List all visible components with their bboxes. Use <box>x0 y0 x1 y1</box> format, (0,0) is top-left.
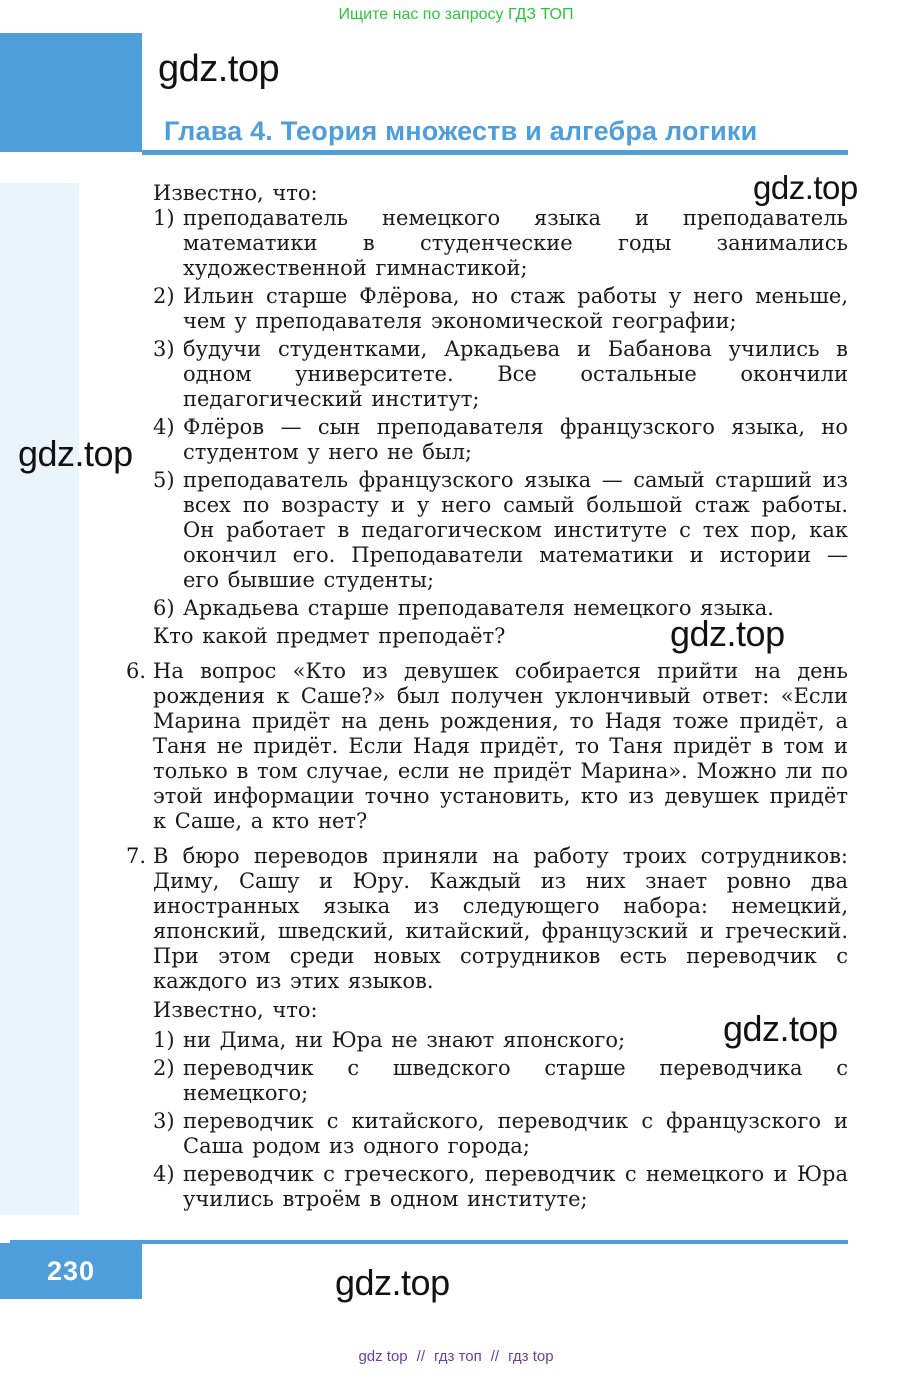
watermark-right-1: gdz.top <box>753 169 858 206</box>
watermark-middle: gdz.top <box>670 613 785 654</box>
known-intro: Известно, что: <box>153 181 318 205</box>
list-item-number: 6) <box>153 596 175 620</box>
problem-number: 7. <box>126 844 147 868</box>
list-item <box>153 1162 848 1212</box>
page-number-box <box>0 1243 142 1299</box>
problem-body <box>153 659 848 834</box>
list-item-text: будучи студентками, Аркадьева и Бабанова учились в одном университете. Все остальные окончили педагогический институт; <box>183 337 848 411</box>
list-item <box>153 284 848 334</box>
list-item-text: ни Дима, ни Юра не знают японского; <box>183 1028 626 1052</box>
page-content <box>126 181 848 1240</box>
list-item-text: переводчик с шведского старше переводчика с немецкого; <box>183 1056 848 1105</box>
problem-question: Кто какой предмет преподаёт? <box>153 624 506 648</box>
list-item-text: переводчик с китайского, переводчик с французского и Саша родом из одного города; <box>183 1109 848 1158</box>
list-item-text: Аркадьева старше преподавателя немецкого языка. <box>183 596 774 620</box>
list-item <box>153 337 848 412</box>
list-item-text: Ильин старше Флёрова, но стаж работы у него меньше, чем у преподавателя экономической географии; <box>183 284 848 333</box>
left-margin-column <box>0 183 79 1215</box>
problem-number: 6. <box>126 659 147 683</box>
footer-links <box>0 1348 912 1365</box>
problem-body <box>153 844 848 1215</box>
problem-6 <box>126 659 848 834</box>
list-item <box>153 206 848 281</box>
footer-link-gdz-top-mixed[interactable]: гдз top <box>508 1348 554 1365</box>
list-item <box>153 1109 848 1159</box>
footer-separator: // <box>416 1348 425 1365</box>
footer-link-gdz-top[interactable]: gdz top <box>358 1348 408 1365</box>
list-item <box>153 1028 848 1053</box>
list-item-text: переводчик с греческого, переводчик с немецкого и Юра учились втроём в одном институте; <box>183 1162 848 1211</box>
problem-7 <box>126 844 848 1215</box>
list-item-number: 3) <box>153 1109 175 1133</box>
list-item <box>153 468 848 593</box>
list-item-number: 4) <box>153 415 175 439</box>
promo-text: Ищите нас по запросу ГДЗ ТОП <box>338 6 574 23</box>
footer-link-gdz-top-ru[interactable]: гдз топ <box>434 1348 482 1365</box>
watermark-top: gdz.top <box>158 48 280 90</box>
watermark-left: gdz.top <box>18 433 133 474</box>
list-item-number: 1) <box>153 206 175 230</box>
watermark-bottom: gdz.top <box>335 1262 450 1303</box>
list-item-text: преподаватель немецкого языка и преподаватель математики в студенческие годы занимались художественной гимнастикой; <box>183 206 848 280</box>
list-item-number: 2) <box>153 284 175 308</box>
watermark-right-2: gdz.top <box>723 1008 838 1049</box>
chapter-title: Глава 4. Теория множеств и алгебра логики <box>164 116 758 146</box>
list-item-number: 2) <box>153 1056 175 1080</box>
list-item-text: Флёров — сын преподавателя французского языка, но студентом у него не был; <box>183 415 848 464</box>
list-item-number: 1) <box>153 1028 175 1052</box>
problem-text: В бюро переводов приняли на работу троих сотрудников: Диму, Сашу и Юру. Каждый из них знает ровно два иностранных языка из следующего набора: немецкий, японский, шведский, китайский, французский и греческий. При этом среди новых сотрудников есть переводчик с каждого из этих языков. <box>153 844 848 993</box>
list-item <box>153 596 848 621</box>
list-item-number: 4) <box>153 1162 175 1186</box>
list-item <box>153 415 848 465</box>
list-item <box>153 1056 848 1106</box>
known-intro: Известно, что: <box>153 998 318 1022</box>
list-item-number: 5) <box>153 468 175 492</box>
list-item-text: преподаватель французского языка — самый старший из всех по возрасту и у него самый большой стаж работы. Он работает в педагогическом институте с тех пор, как окончил его. Преподаватели математики и истории — его бывшие студенты; <box>183 468 848 592</box>
page-number: 230 <box>46 1255 96 1286</box>
chapter-title-rule <box>142 150 848 155</box>
problem-text: На вопрос «Кто из девушек собирается прийти на день рождения к Саше?» был получен уклончивый ответ: «Если Марина придёт на день рождения, то Надя тоже придёт, а Таня не придёт. Если Надя придёт, то Таня придёт в том и только в том случае, если не придёт Марина». Можно ли по этой информации точно установить, кто из девушек придёт к Саше, а кто нет? <box>153 659 848 833</box>
footer-separator: // <box>490 1348 500 1365</box>
list-item-number: 3) <box>153 337 175 361</box>
header-corner-block <box>0 33 142 152</box>
